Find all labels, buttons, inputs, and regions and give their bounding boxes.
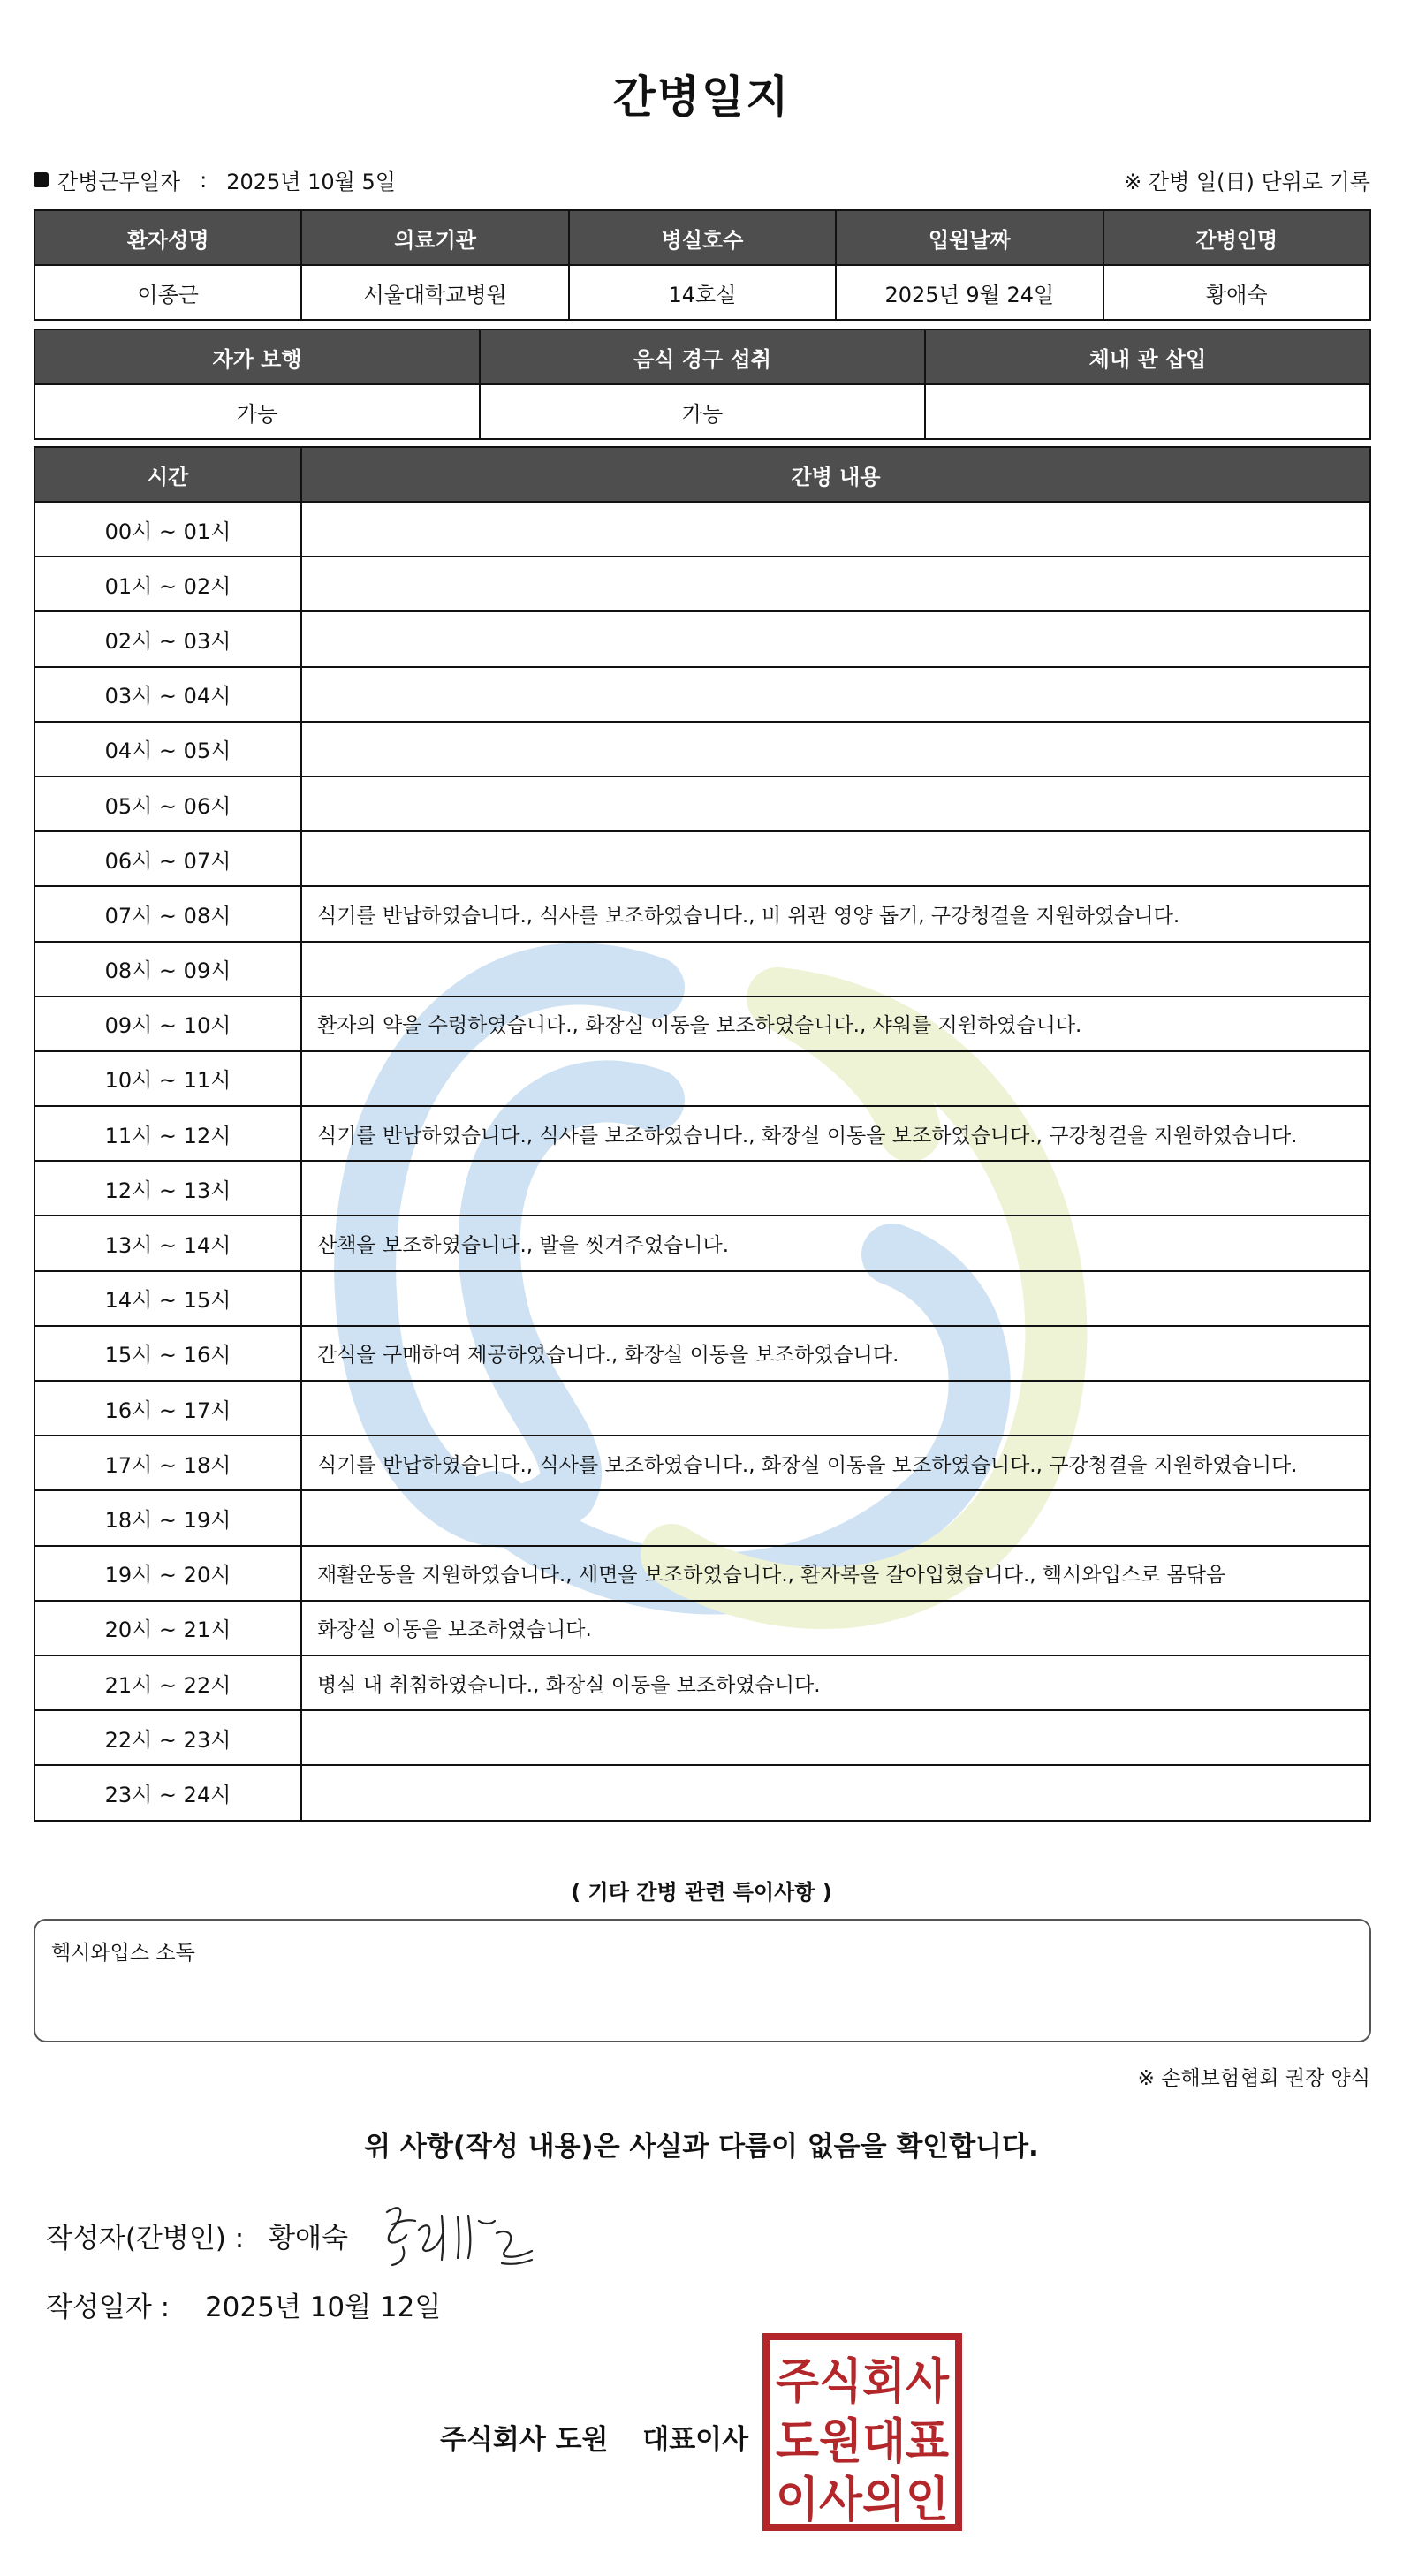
time-slot: 14시 ~ 15시: [34, 1271, 301, 1326]
seal-line-2: 도원대표: [776, 2413, 949, 2469]
header-patient-name: 환자성명: [34, 210, 301, 265]
care-content: [301, 502, 1370, 557]
work-date-separator: :: [200, 167, 208, 193]
handwritten-signature: [380, 2194, 539, 2274]
page-title: 간병일지: [612, 72, 791, 123]
admission-date: 2025년 9월 24일: [836, 265, 1103, 320]
table-row: [34, 1601, 1370, 1655]
care-content: [301, 722, 1370, 777]
bullet-icon: [34, 172, 49, 187]
time-slot: 02시 ~ 03시: [34, 611, 301, 666]
time-slot: 08시 ~ 09시: [34, 942, 301, 996]
header-tube-insertion: 체내 관 삽입: [925, 330, 1370, 384]
written-date-line: [46, 2284, 441, 2324]
table-row: [34, 667, 1370, 722]
care-content: 식기를 반납하였습니다., 식사를 보조하였습니다., 비 위관 영양 돕기, 구강청결을 지원하였습니다.: [301, 886, 1370, 941]
table-row: [34, 1765, 1370, 1820]
representative-title: 대표이사: [642, 2424, 749, 2456]
patient-name: 이종근: [34, 265, 301, 320]
table-row: [34, 502, 1370, 557]
care-content: [301, 1161, 1370, 1216]
notes-title: ( 기타 간병 관련 특이사항 ): [571, 1880, 832, 1905]
care-content: [301, 611, 1370, 666]
oral-intake-value: 가능: [480, 384, 925, 439]
table-row: [34, 1051, 1370, 1106]
patient-info-table: [34, 209, 1371, 321]
table-row: [34, 1271, 1370, 1326]
time-slot: 20시 ~ 21시: [34, 1601, 301, 1655]
time-slot: 11시 ~ 12시: [34, 1106, 301, 1161]
hospital-name: 서울대학교병원: [301, 265, 568, 320]
time-slot: 13시 ~ 14시: [34, 1216, 301, 1270]
time-slot: 21시 ~ 22시: [34, 1655, 301, 1710]
table-row: [34, 1546, 1370, 1601]
care-log-table: [34, 446, 1371, 1822]
care-content: 화장실 이동을 보조하였습니다.: [301, 1601, 1370, 1655]
care-content: [301, 777, 1370, 831]
notes-box: [34, 1919, 1371, 2042]
table-row: [34, 1655, 1370, 1710]
header-care-content: 간병 내용: [301, 447, 1370, 502]
time-slot: 10시 ~ 11시: [34, 1051, 301, 1106]
notes-text: 헥시와입스 소독: [51, 1942, 195, 1965]
header-room: 병실호수: [569, 210, 836, 265]
care-content: 간식을 구매하여 제공하였습니다., 화장실 이동을 보조하였습니다.: [301, 1326, 1370, 1381]
care-content: 식기를 반납하였습니다., 식사를 보조하였습니다., 화장실 이동을 보조하였습니다., 구강청결을 지원하였습니다.: [301, 1436, 1370, 1490]
author-label: 작성자(간병인) :: [46, 2223, 245, 2254]
header-oral-intake: 음식 경구 섭취: [480, 330, 925, 384]
table-row: [34, 996, 1370, 1051]
care-content: 산책을 보조하였습니다., 발을 씻겨주었습니다.: [301, 1216, 1370, 1270]
seal-line-1: 주식회사: [776, 2353, 950, 2409]
care-content: [301, 1765, 1370, 1820]
table-row: [34, 777, 1370, 831]
header-hospital: 의료기관: [301, 210, 568, 265]
care-content: [301, 831, 1370, 886]
time-slot: 19시 ~ 20시: [34, 1546, 301, 1601]
time-slot: 15시 ~ 16시: [34, 1326, 301, 1381]
company-line: [440, 2417, 748, 2457]
table-row: [34, 1436, 1370, 1490]
care-content: [301, 1381, 1370, 1436]
table-row: [34, 1490, 1370, 1545]
table-row: [34, 886, 1370, 941]
written-date-value: 2025년 10월 12일: [204, 2292, 442, 2323]
table-row: [34, 722, 1370, 777]
work-date-value: 2025년 10월 5일: [226, 170, 396, 194]
self-walking-value: 가능: [34, 384, 480, 439]
care-content: [301, 1271, 1370, 1326]
header-time: 시간: [34, 447, 301, 502]
company-seal-stamp: [762, 2332, 963, 2532]
time-slot: 06시 ~ 07시: [34, 831, 301, 886]
time-slot: 00시 ~ 01시: [34, 502, 301, 557]
table-row: [34, 1326, 1370, 1381]
care-content: 병실 내 취침하였습니다., 화장실 이동을 보조하였습니다.: [301, 1655, 1370, 1710]
work-date-line: [34, 164, 396, 195]
care-content: [301, 942, 1370, 996]
patient-status-table: [34, 329, 1371, 440]
author-name: 황애숙: [269, 2223, 349, 2254]
unit-note: ※ 간병 일(日) 단위로 기록: [1124, 170, 1370, 194]
association-note: ※ 손해보험협회 권장 양식: [1137, 2067, 1370, 2090]
table-row: [34, 1216, 1370, 1270]
header-caregiver-name: 간병인명: [1103, 210, 1370, 265]
company-name: 주식회사 도원: [440, 2424, 609, 2456]
time-slot: 18시 ~ 19시: [34, 1490, 301, 1545]
care-content: [301, 1051, 1370, 1106]
table-row: [34, 1381, 1370, 1436]
care-content: 재활운동을 지원하였습니다., 세면을 보조하였습니다., 환자복을 갈아입혔습니다., 헥시와입스로 몸닦음: [301, 1546, 1370, 1601]
table-row: [34, 942, 1370, 996]
care-content: [301, 557, 1370, 611]
written-date-label: 작성일자 :: [46, 2292, 171, 2323]
header-self-walking: 자가 보행: [34, 330, 480, 384]
table-row: [34, 831, 1370, 886]
time-slot: 04시 ~ 05시: [34, 722, 301, 777]
work-date-label: 간병근무일자: [57, 170, 181, 194]
author-line: [46, 2216, 348, 2255]
care-content: 환자의 약을 수령하였습니다., 화장실 이동을 보조하였습니다., 샤워를 지원하였습니다.: [301, 996, 1370, 1051]
time-slot: 17시 ~ 18시: [34, 1436, 301, 1490]
header-admission-date: 입원날짜: [836, 210, 1103, 265]
care-content: [301, 1710, 1370, 1765]
time-slot: 22시 ~ 23시: [34, 1710, 301, 1765]
time-slot: 05시 ~ 06시: [34, 777, 301, 831]
table-row: [34, 1710, 1370, 1765]
time-slot: 16시 ~ 17시: [34, 1381, 301, 1436]
care-content: [301, 667, 1370, 722]
care-log-body: [34, 502, 1370, 1821]
care-content: 식기를 반납하였습니다., 식사를 보조하였습니다., 화장실 이동을 보조하였습니다., 구강청결을 지원하였습니다.: [301, 1106, 1370, 1161]
room-number: 14호실: [569, 265, 836, 320]
time-slot: 01시 ~ 02시: [34, 557, 301, 611]
confirmation-statement: 위 사항(작성 내용)은 사실과 다름이 없음을 확인합니다.: [364, 2131, 1039, 2163]
time-slot: 07시 ~ 08시: [34, 886, 301, 941]
care-content: [301, 1490, 1370, 1545]
seal-line-3: 이사의인: [776, 2472, 949, 2527]
table-row: [34, 611, 1370, 666]
time-slot: 12시 ~ 13시: [34, 1161, 301, 1216]
time-slot: 09시 ~ 10시: [34, 996, 301, 1051]
tube-insertion-value: [925, 384, 1370, 439]
table-row: [34, 1161, 1370, 1216]
table-row: [34, 557, 1370, 611]
caregiver-name: 황애숙: [1103, 265, 1370, 320]
time-slot: 23시 ~ 24시: [34, 1765, 301, 1820]
table-row: [34, 1106, 1370, 1161]
time-slot: 03시 ~ 04시: [34, 667, 301, 722]
